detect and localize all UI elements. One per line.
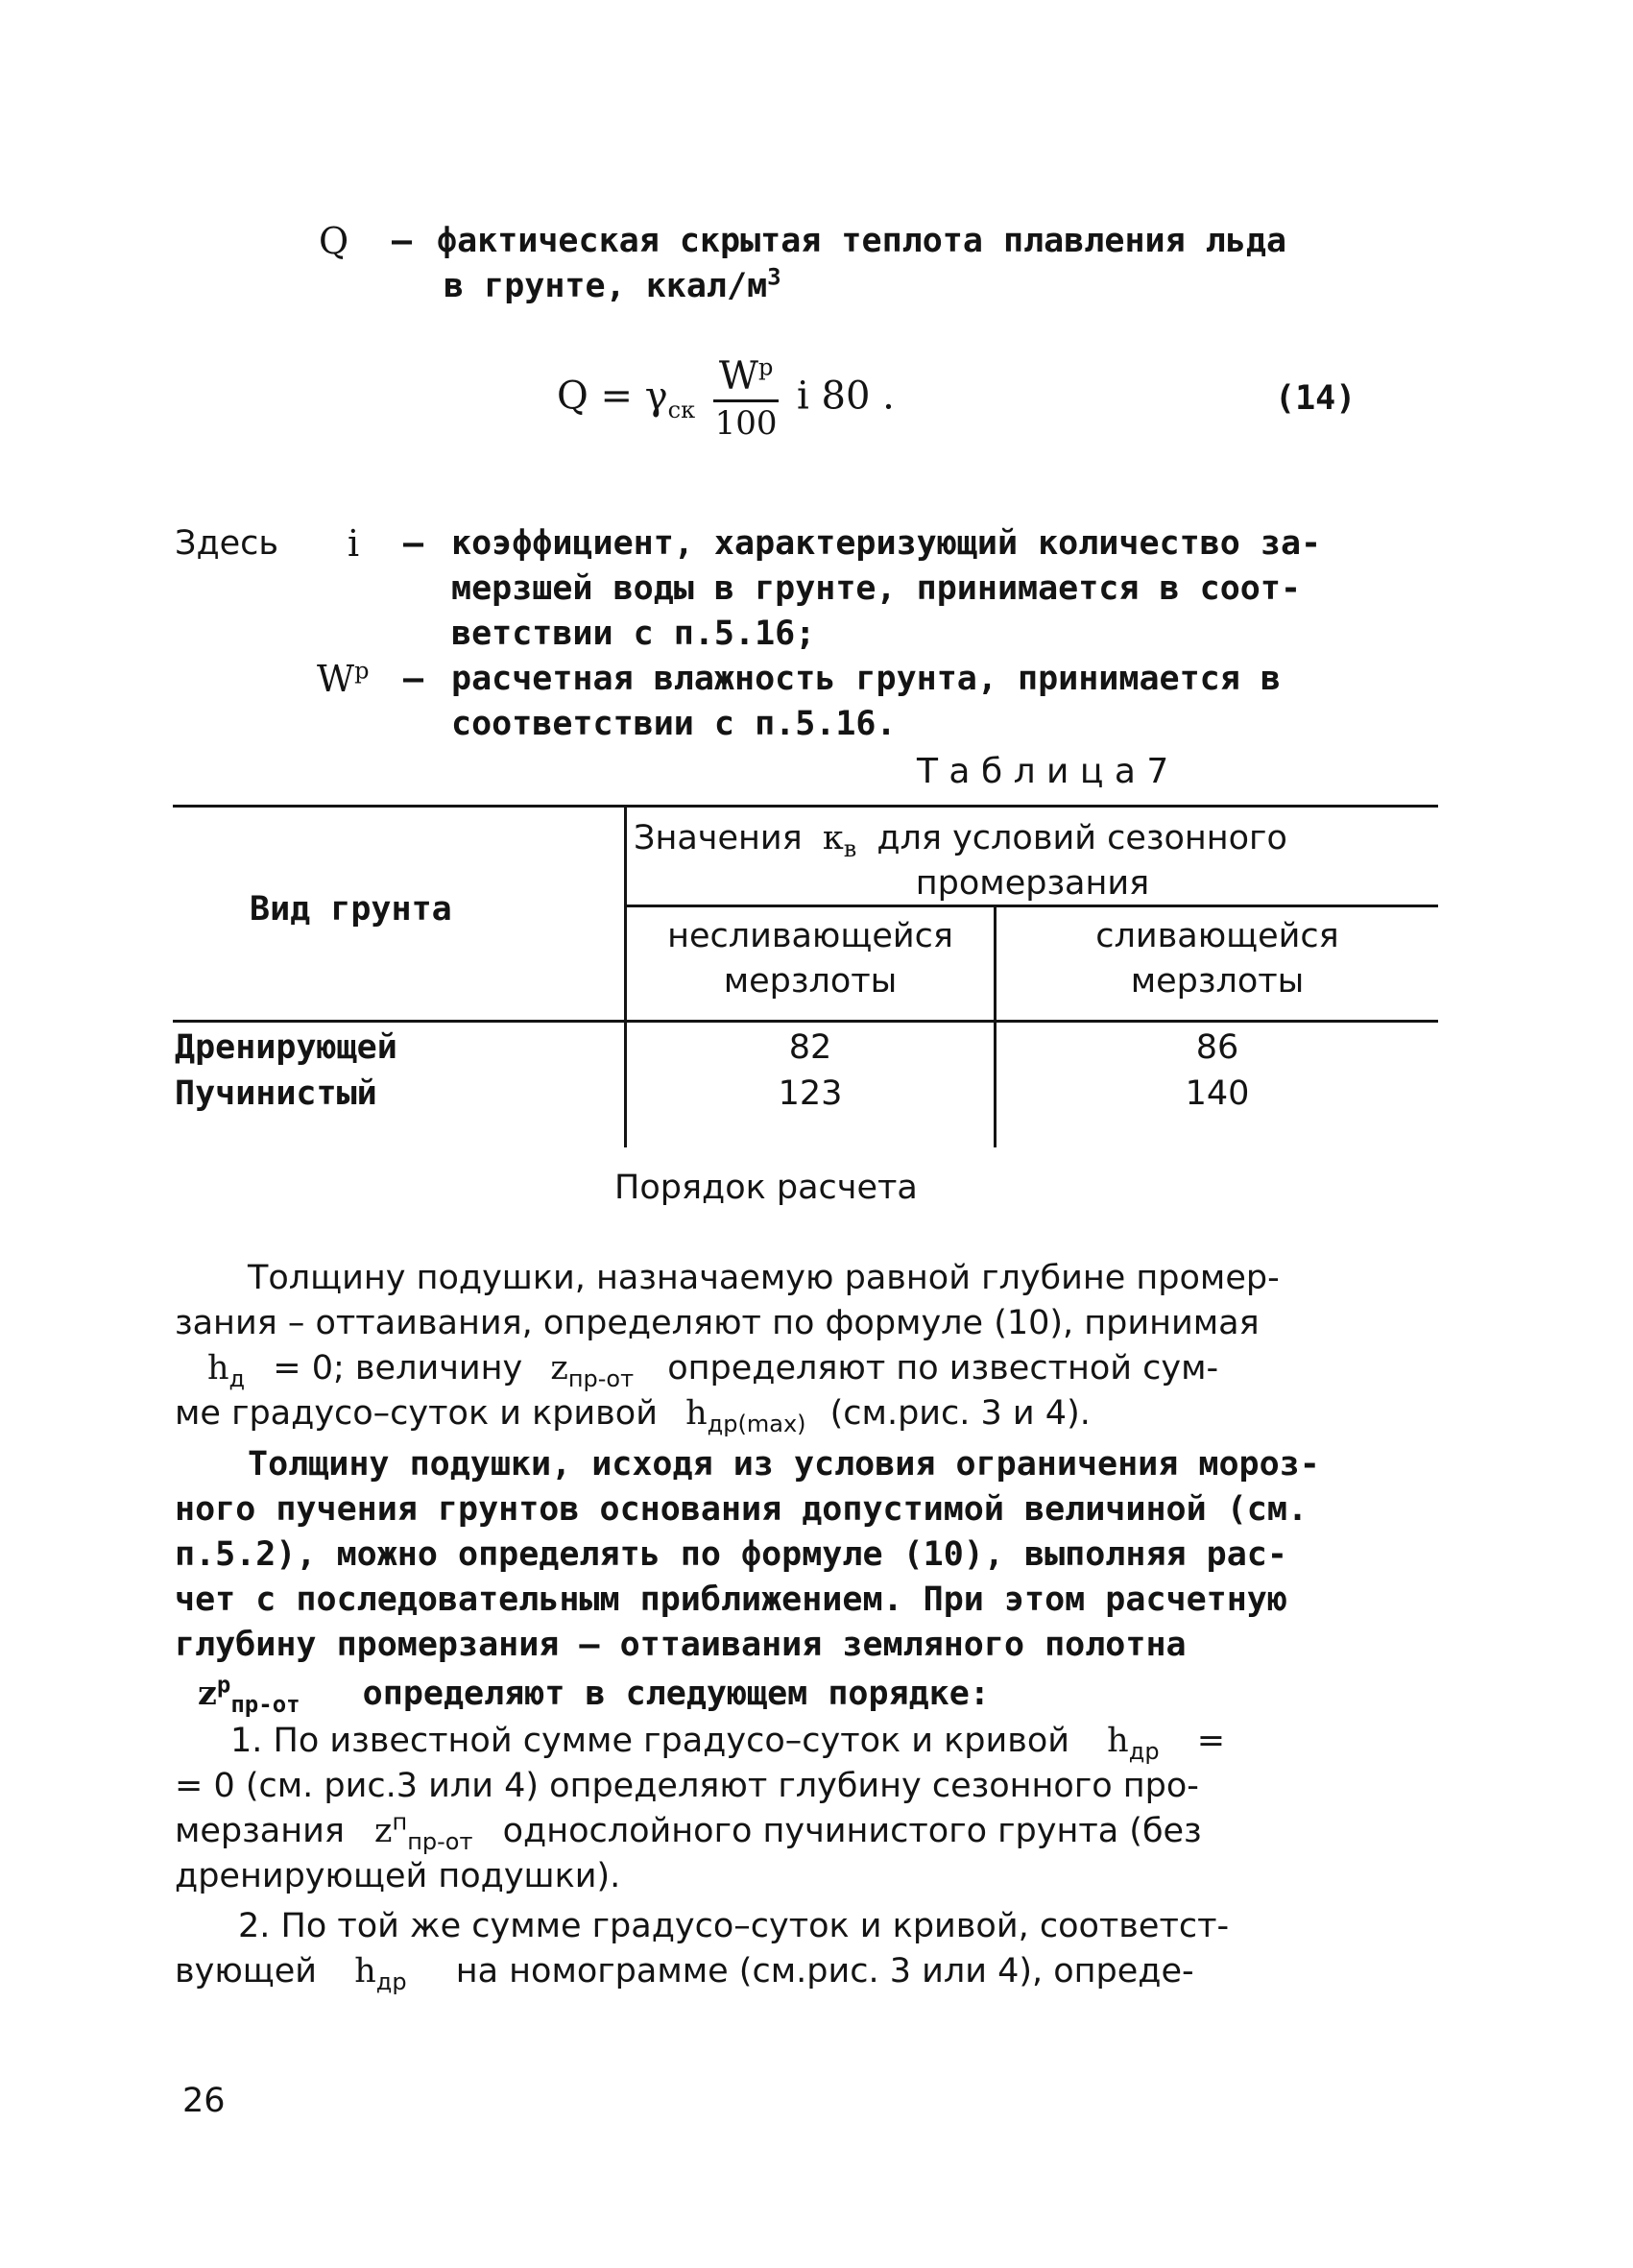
p3-line1: 1. По известной сумме градусо–суток и кривой $h_{др}$ =: [230, 1722, 1226, 1765]
p2-line6: $z^р_{пр-от}$ определяют в следующем порядке:: [198, 1671, 990, 1718]
i-symbol: i: [348, 522, 360, 565]
p1-line3: $h_д = 0$; величину $z_{пр-от}$ определяют по известной сум-: [207, 1349, 1219, 1392]
formula-tail: i 80 .: [797, 374, 895, 419]
here-label: Здесь: [175, 524, 279, 563]
formula-gamma: $\gamma_{ск}$: [644, 374, 696, 423]
row-1-value-2: 86: [1195, 1028, 1239, 1067]
header-sub2-line1: сливающейся: [1095, 917, 1339, 955]
formula-numerator: $W^р$: [713, 353, 780, 402]
i-definition-line2: мерзшей воды в грунте, принимается в соот-: [451, 569, 1302, 608]
p2-line3: п.5.2), можно определять по формуле (10), выполняя рас-: [175, 1535, 1287, 1574]
p2-line2: ного пучения грунтов основания допустимой величиной (см.: [175, 1490, 1309, 1529]
q-definition-line2: в грунте, ккал/$м^3$: [444, 263, 781, 305]
q-dash: –: [392, 222, 413, 260]
formula-fraction: [713, 353, 780, 445]
table-header-rule: [173, 1020, 1438, 1023]
p2-line1: Толщину подушки, исходя из условия ограничения мороз-: [248, 1445, 1320, 1484]
table-caption: Т а б л и ц а 7: [917, 752, 1169, 791]
p1-line4: ме градусо–суток и кривой $h_{др(max)}$ (см.рис. 3 и 4).: [175, 1394, 1091, 1437]
q-symbol: Q: [319, 220, 349, 262]
p2-line4: чет с последовательным приближением. При этом расчетную: [175, 1580, 1287, 1619]
formula-14: [557, 353, 895, 445]
w-definition-line1: расчетная влажность грунта, принимается в: [451, 660, 1281, 698]
formula-denominator: 100: [714, 404, 778, 443]
p1-line1: Толщину подушки, назначаемую равной глубине промер-: [248, 1259, 1280, 1297]
section-title: Порядок расчета: [614, 1169, 918, 1207]
p3-line4: дренирующей подушки).: [175, 1857, 621, 1895]
w-dash: –: [403, 660, 424, 698]
row-2-value-1: 123: [778, 1074, 843, 1113]
header-sub1-line2: мерзлоты: [723, 962, 898, 1001]
header-soil-type: Вид грунта: [250, 890, 452, 929]
row-1-value-1: 82: [788, 1028, 832, 1067]
header-sub1-line1: несливающейся: [667, 917, 953, 955]
p2-line5: глубину промерзания – оттаивания земляного полотна: [175, 1626, 1187, 1664]
row-1-soil: Дренирующей: [175, 1028, 397, 1067]
k-symbol: $к_в$: [822, 819, 857, 862]
p1-line2: зания – оттаивания, определяют по формуле (10), принимая: [175, 1304, 1260, 1342]
formula-lhs: Q =: [557, 374, 634, 419]
row-2-soil: Пучинистый: [175, 1074, 377, 1113]
header-sub2-line2: мерзлоты: [1130, 962, 1305, 1001]
p4-line1: 2. По той же сумме градусо–суток и кривой, соответст-: [238, 1907, 1230, 1945]
i-dash: –: [403, 524, 424, 563]
table-top-rule: [173, 805, 1438, 808]
w-symbol: $W^р$: [317, 657, 370, 700]
p3-line2: = 0 (см. рис.3 или 4) определяют глубину сезонного про-: [175, 1767, 1199, 1805]
w-definition-line2: соответствии с п.5.16.: [451, 705, 897, 743]
header-group-line2: промерзания: [915, 864, 1150, 903]
i-definition-line1: коэффициент, характеризующий количество за-: [451, 524, 1322, 563]
i-definition-line3: ветствии с п.5.16;: [451, 615, 816, 653]
row-2-value-2: 140: [1185, 1074, 1250, 1113]
page-number: 26: [182, 2082, 226, 2120]
header-group-line1: Значения $к_в$ для условий сезонного: [634, 819, 1287, 862]
p3-line3: мерзания $z^п_{пр-от}$ однослойного пучинистого грунта (без: [175, 1808, 1202, 1855]
formula-number: (14): [1275, 379, 1357, 418]
p4-line2: вующей $h_{др}$ на номограмме (см.рис. 3 или 4), опреде-: [175, 1952, 1194, 1995]
q-definition-line1: фактическая скрытая теплота плавления льда: [437, 222, 1287, 260]
